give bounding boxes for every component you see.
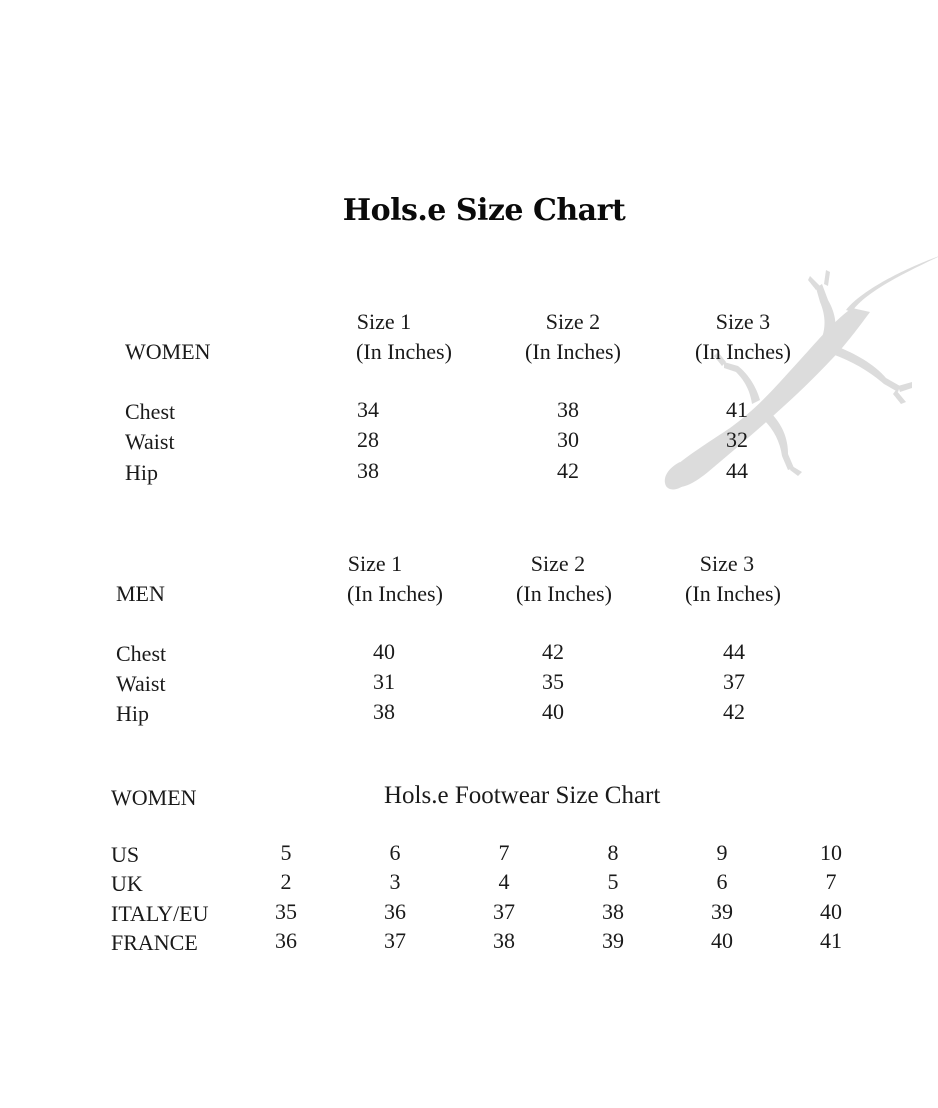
men-col-unit-2: (In Inches) <box>516 581 612 606</box>
footwear-eu-3: 37 <box>493 899 515 924</box>
men-col-unit-3: (In Inches) <box>685 581 781 606</box>
men-col-size-1: Size 1 <box>347 551 403 576</box>
women-hip-size-3: 44 <box>726 458 748 483</box>
men-waist-size-2: 35 <box>542 669 564 694</box>
women-col-size-3: Size 3 <box>715 309 771 334</box>
footwear-us-3: 7 <box>498 840 510 865</box>
women-waist-size-1: 28 <box>357 427 379 452</box>
footwear-fr-1: 36 <box>275 928 297 953</box>
women-row-label-hip: Hip <box>125 460 158 485</box>
footwear-fr-6: 41 <box>820 928 842 953</box>
footwear-eu-2: 36 <box>384 899 406 924</box>
women-col-size-2: Size 2 <box>545 309 601 334</box>
footwear-title: Hols.e Footwear Size Chart <box>384 782 661 809</box>
men-hip-size-1: 38 <box>373 699 395 724</box>
women-col-unit-2: (In Inches) <box>525 339 621 364</box>
footwear-uk-6: 7 <box>825 869 837 894</box>
women-chest-size-1: 34 <box>357 397 379 422</box>
footwear-row-label-uk: UK <box>111 871 143 896</box>
men-waist-size-1: 31 <box>373 669 395 694</box>
footwear-row-label-us: US <box>111 842 140 867</box>
footwear-us-6: 10 <box>820 840 842 865</box>
women-waist-size-2: 30 <box>557 427 579 452</box>
women-hip-size-2: 42 <box>557 458 579 483</box>
men-row-label-chest: Chest <box>116 641 167 666</box>
men-chest-size-1: 40 <box>373 639 395 664</box>
men-hip-size-3: 42 <box>723 699 745 724</box>
footwear-us-1: 5 <box>280 840 292 865</box>
footwear-eu-6: 40 <box>820 899 842 924</box>
footwear-uk-5: 6 <box>716 869 728 894</box>
men-row-label-hip: Hip <box>116 701 149 726</box>
footwear-fr-5: 40 <box>711 928 733 953</box>
footwear-uk-4: 5 <box>607 869 619 894</box>
page-title: Hols.e Size Chart <box>342 193 626 228</box>
footwear-row-label-italy-eu: ITALY/EU <box>111 901 209 926</box>
men-col-size-2: Size 2 <box>530 551 586 576</box>
women-chest-size-2: 38 <box>557 397 579 422</box>
footwear-uk-1: 2 <box>280 869 292 894</box>
footwear-eu-5: 39 <box>711 899 733 924</box>
men-hip-size-2: 40 <box>542 699 564 724</box>
footwear-row-label-france: FRANCE <box>111 930 198 955</box>
footwear-uk-2: 3 <box>389 869 401 894</box>
women-col-unit-3: (In Inches) <box>695 339 791 364</box>
women-heading: WOMEN <box>125 339 211 364</box>
women-waist-size-3: 32 <box>726 427 748 452</box>
footwear-fr-4: 39 <box>602 928 624 953</box>
women-row-label-waist: Waist <box>125 429 175 454</box>
women-hip-size-1: 38 <box>357 458 379 483</box>
women-col-unit-1: (In Inches) <box>356 339 452 364</box>
men-row-label-waist: Waist <box>116 671 166 696</box>
men-chest-size-3: 44 <box>723 639 745 664</box>
footwear-uk-3: 4 <box>498 869 510 894</box>
men-waist-size-3: 37 <box>723 669 745 694</box>
footwear-eu-4: 38 <box>602 899 624 924</box>
footwear-fr-2: 37 <box>384 928 406 953</box>
footwear-us-4: 8 <box>607 840 619 865</box>
women-chest-size-3: 41 <box>726 397 748 422</box>
footwear-fr-3: 38 <box>493 928 515 953</box>
lizard-watermark-icon <box>660 250 938 500</box>
footwear-eu-1: 35 <box>275 899 297 924</box>
men-col-size-3: Size 3 <box>699 551 755 576</box>
footwear-heading: WOMEN <box>111 785 197 810</box>
footwear-us-5: 9 <box>716 840 728 865</box>
women-col-size-1: Size 1 <box>356 309 412 334</box>
footwear-us-2: 6 <box>389 840 401 865</box>
men-heading: MEN <box>116 581 165 606</box>
women-row-label-chest: Chest <box>125 399 176 424</box>
men-col-unit-1: (In Inches) <box>347 581 443 606</box>
men-chest-size-2: 42 <box>542 639 564 664</box>
